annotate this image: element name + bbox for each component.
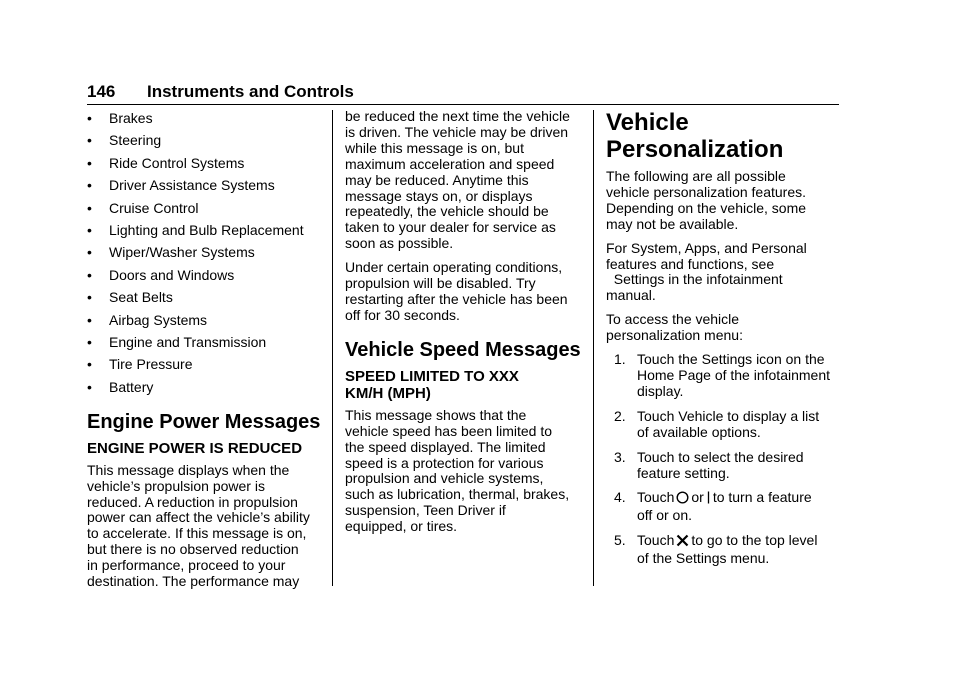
engine-power-paragraph: This message displays when the vehicle’s propulsion power is reduced. A reduction in propulsion power can affect the vehicle’s ability to accelerate. If this message is on, but there is no observed reduction in performance, proceed to your destination. The performance may [87, 461, 310, 590]
list-item: • Tire Pressure [87, 356, 193, 373]
column-divider-2 [593, 110, 594, 586]
list-item: • Engine and Transmission [87, 333, 267, 350]
list-item: • Brakes [87, 110, 153, 126]
vehicle-speed-heading: Vehicle Speed Messages [345, 338, 581, 361]
propulsion-disabled-paragraph: Under certain operating conditions, propulsion will be disabled. Try restarting after the vehicle has been off for 30 seconds. [345, 259, 568, 323]
page-header [87, 82, 839, 105]
personalization-steps [606, 352, 840, 567]
settings-reference-link[interactable]: Settings [613, 271, 665, 288]
list-item: 1. Touch the Settings icon on the Home Page of the infotainment display. [614, 351, 831, 399]
list-item: 2. Touch Vehicle to display a list of available options. [614, 407, 820, 440]
settings-reference-paragraph: For System, Apps, and Personal features and functions, see Settings in the infotainment manual. [606, 239, 807, 304]
list-item: 5. Touch to go to the top level of the Settings menu. [614, 532, 818, 567]
list-item: 4. Touch or to turn a feature off or on. [614, 489, 812, 524]
column-divider-1 [332, 110, 333, 586]
list-item: • Battery [87, 378, 154, 395]
speed-limited-subheading: SPEED LIMITED TO XXX KM/H (MPH) [345, 367, 519, 402]
column-1 [87, 109, 323, 598]
engine-power-heading: Engine Power Messages [87, 410, 321, 433]
list-item: • Wiper/Washer Systems [87, 244, 255, 261]
section-title: Instruments and Controls [147, 82, 354, 101]
list-item: • Seat Belts [87, 289, 173, 306]
access-menu-intro: To access the vehicle personalization menu: [606, 311, 743, 344]
engine-power-paragraph-continued: be reduced the next time the vehicle is driven. The vehicle may be driven while this message is on, but maximum acceleration and speed may be reduced. Anytime this message stays on, or displays repeatedly, the vehicle should be taken to your dealer for service as soon as possible. [345, 108, 570, 252]
page-number: 146 [87, 82, 116, 101]
engine-power-reduced-subheading: ENGINE POWER IS REDUCED [87, 439, 303, 457]
column-2 [345, 109, 581, 543]
close-x-icon [676, 534, 689, 551]
list-item: • Airbag Systems [87, 311, 208, 328]
list-item: • Ride Control Systems [87, 154, 245, 171]
personalization-intro: The following are all possible vehicle personalization features. Depending on the vehicle, some may not be available. [606, 168, 807, 232]
vehicle-personalization-title: Vehicle Personalization [606, 109, 784, 163]
list-item: 3. Touch to select the desired feature setting. [614, 448, 804, 481]
list-item: • Driver Assistance Systems [87, 177, 275, 194]
vertical-bar-on-icon [706, 491, 711, 508]
column-3 [606, 109, 840, 576]
system-bullet-list [87, 109, 323, 396]
list-item: • Lighting and Bulb Replacement [87, 221, 304, 238]
list-item: • Cruise Control [87, 199, 199, 216]
list-item: • Steering [87, 132, 162, 149]
list-item: • Doors and Windows [87, 266, 235, 283]
speed-limited-paragraph: This message shows that the vehicle speed has been limited to the speed displayed. The limited speed is a protection for various propulsion and vehicle systems, such as lubrication, thermal, brakes, suspension, Teen Driver if equipped, or tires. [345, 406, 570, 535]
circle-off-icon [676, 491, 689, 508]
